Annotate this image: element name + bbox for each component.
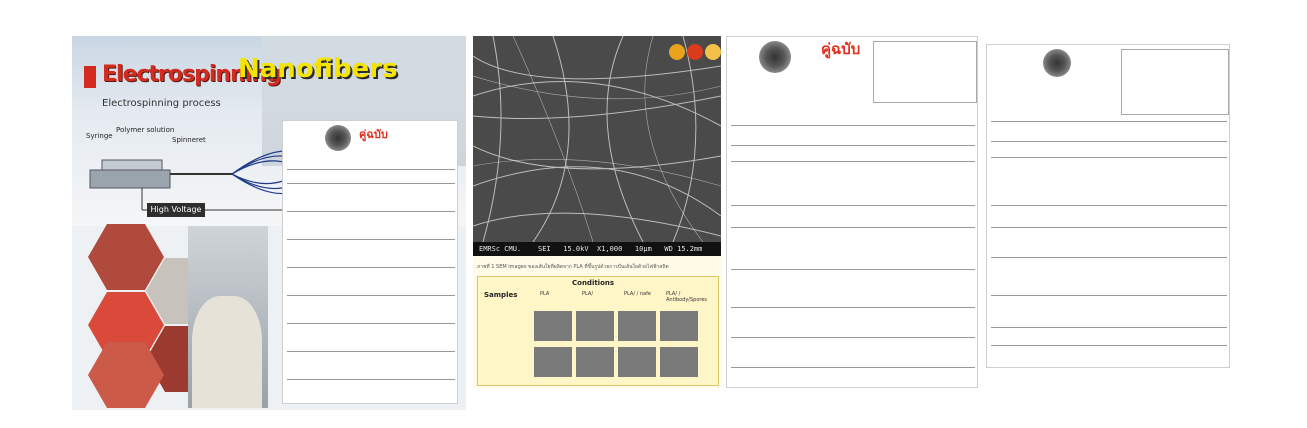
samples-header: Samples (484, 291, 518, 299)
sem-cell (534, 347, 572, 377)
electrospinning-collage (72, 36, 466, 410)
title-accent-bar (84, 66, 96, 88)
sem-caption: ภาพที่ 1 SEM images ของเส้นใยที่ผลิตจาก PLA ที่ขึ้นรูปด้วยการปั่นเส้นใยด้วยไฟฟ้าสถิต (477, 264, 669, 270)
orange-dot-icon (669, 44, 685, 60)
sem-panel (473, 36, 721, 388)
garuda-seal-icon (1043, 49, 1071, 77)
yellow-dot-icon (705, 44, 721, 60)
col-pla-nafe: PLA/ / nafe (624, 291, 651, 297)
title-electrospinning: Electrospinning (102, 62, 281, 87)
conditions-header: Conditions (572, 279, 615, 287)
photo-researcher (192, 296, 262, 408)
label-syringe: Syringe (86, 132, 113, 140)
sem-cell (618, 347, 656, 377)
garuda-seal-icon (759, 41, 791, 73)
title-nanofibers: Nanofibers (238, 54, 398, 84)
sem-cell (660, 347, 698, 377)
label-polymer: Polymer solution (116, 126, 175, 134)
col-pla: PLA (540, 291, 550, 297)
sem-scale-bar: EMRSc CMU. SEI 15.0kV X1,000 10µm WD 15.2mm (473, 242, 721, 256)
garuda-seal-icon (325, 125, 351, 151)
sem-cell (576, 347, 614, 377)
conditions-table (477, 276, 719, 386)
col-pla-antibody: PLA/ / Antibody/Spores (666, 291, 708, 303)
form-stamp: คู่ฉบับ (821, 40, 861, 58)
sem-cell (618, 311, 656, 341)
form-header-box (1121, 49, 1229, 115)
form-header-box (873, 41, 977, 103)
sem-cell (660, 311, 698, 341)
patent-form-medium (726, 36, 978, 388)
patent-form-large (986, 44, 1230, 368)
fiber-texture (473, 36, 721, 242)
high-voltage-box: High Voltage (147, 203, 205, 217)
form-stamp: คู่ฉบับ (359, 128, 388, 141)
sem-cell (576, 311, 614, 341)
sem-cell (534, 311, 572, 341)
patent-form-small (282, 120, 458, 404)
label-spinneret: Spinneret (172, 136, 206, 144)
process-subtitle: Electrospinning process (102, 98, 221, 109)
sem-micrograph (473, 36, 721, 254)
red-dot-icon (687, 44, 703, 60)
col-pla-2: PLA/ (582, 291, 594, 297)
